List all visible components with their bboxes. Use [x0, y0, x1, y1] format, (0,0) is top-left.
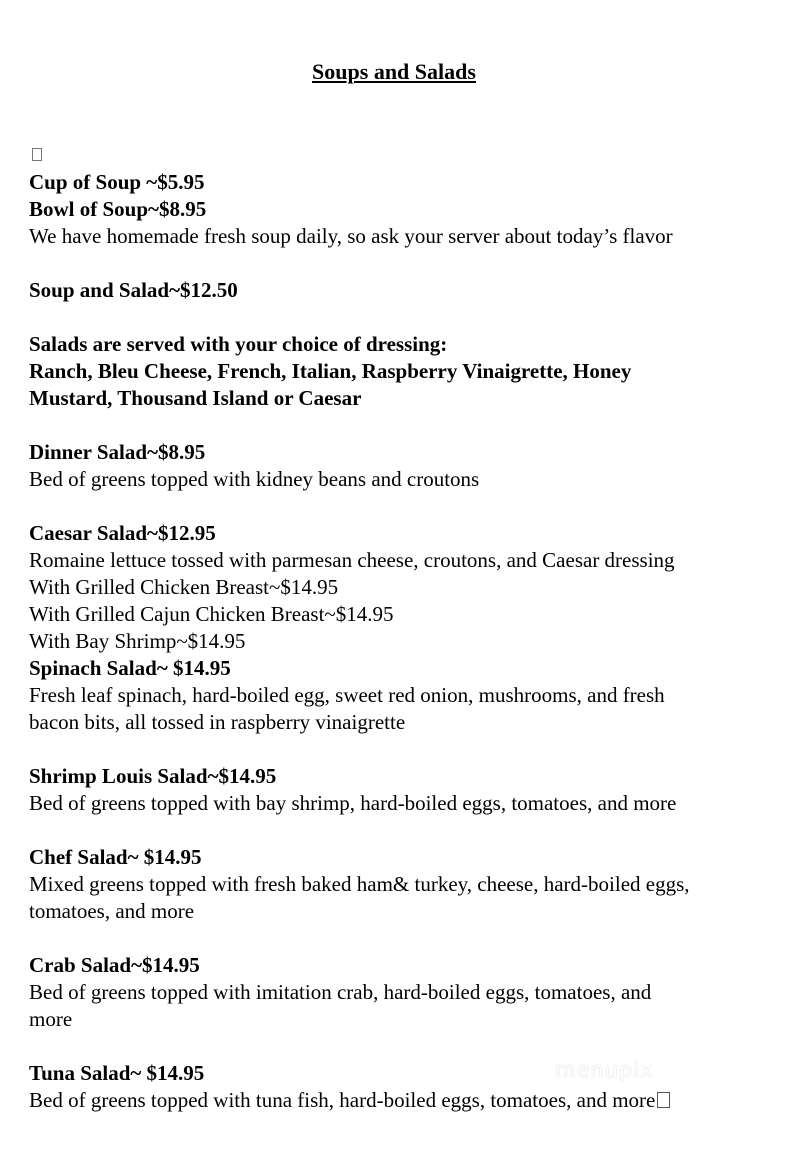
chef-description-line-2: tomatoes, and more	[29, 899, 195, 923]
tuna-salad-item: Tuna Salad~ $14.95	[29, 1061, 205, 1085]
soup-and-salad-item: Soup and Salad~$12.50	[29, 278, 238, 302]
spacer	[29, 1033, 779, 1060]
spinach-description-line-1: Fresh leaf spinach, hard-boiled egg, sweet red onion, mushrooms, and fresh	[29, 683, 665, 707]
spacer	[29, 925, 779, 952]
dressing-list-line-1: Ranch, Bleu Cheese, French, Italian, Raspberry Vinaigrette, Honey	[29, 359, 632, 383]
spacer	[29, 817, 779, 844]
watermark-logo: menupix	[555, 1058, 654, 1082]
chef-salad-item: Chef Salad~ $14.95	[29, 845, 202, 869]
caesar-salad-description: Romaine lettuce tossed with parmesan cheese, croutons, and Caesar dressing	[29, 548, 675, 572]
shrimp-louis-item: Shrimp Louis Salad~$14.95	[29, 764, 277, 788]
bowl-of-soup-item: Bowl of Soup~$8.95	[29, 197, 207, 221]
dressing-intro: Salads are served with your choice of dressing:	[29, 332, 448, 356]
dinner-salad-description: Bed of greens topped with kidney beans and croutons	[29, 467, 480, 491]
crab-description-line-2: more	[29, 1007, 73, 1031]
dinner-salad-item: Dinner Salad~$8.95	[29, 440, 206, 464]
spacer	[29, 304, 779, 331]
menu-content	[29, 169, 779, 1114]
caesar-cajun-option: With Grilled Cajun Chicken Breast~$14.95	[29, 602, 394, 626]
dressing-list-line-2: Mustard, Thousand Island or Caesar	[29, 386, 362, 410]
soup-description: We have homemade fresh soup daily, so ask your server about today’s flavor	[29, 224, 673, 248]
spinach-description-line-2: bacon bits, all tossed in raspberry vinaigrette	[29, 710, 406, 734]
tuna-description: Bed of greens topped with tuna fish, hard-boiled eggs, tomatoes, and more	[29, 1088, 656, 1112]
spacer	[29, 493, 779, 520]
caesar-salad-item: Caesar Salad~$12.95	[29, 521, 216, 545]
missing-glyph-icon	[657, 1092, 670, 1108]
spacer	[29, 736, 779, 763]
tuna-description-row	[29, 1087, 779, 1114]
page-title: Soups and Salads	[312, 59, 476, 84]
spacer	[29, 250, 779, 277]
missing-glyph-icon	[32, 148, 42, 161]
spacer	[29, 412, 779, 439]
caesar-chicken-option: With Grilled Chicken Breast~$14.95	[29, 575, 339, 599]
crab-description-line-1: Bed of greens topped with imitation crab, hard-boiled eggs, tomatoes, and	[29, 980, 652, 1004]
crab-salad-item: Crab Salad~$14.95	[29, 953, 200, 977]
spinach-salad-item: Spinach Salad~ $14.95	[29, 656, 231, 680]
caesar-shrimp-option: With Bay Shrimp~$14.95	[29, 629, 246, 653]
shrimp-louis-description: Bed of greens topped with bay shrimp, hard-boiled eggs, tomatoes, and more	[29, 791, 677, 815]
cup-of-soup-item: Cup of Soup ~$5.95	[29, 170, 205, 194]
chef-description-line-1: Mixed greens topped with fresh baked ham& turkey, cheese, hard-boiled eggs,	[29, 872, 690, 896]
